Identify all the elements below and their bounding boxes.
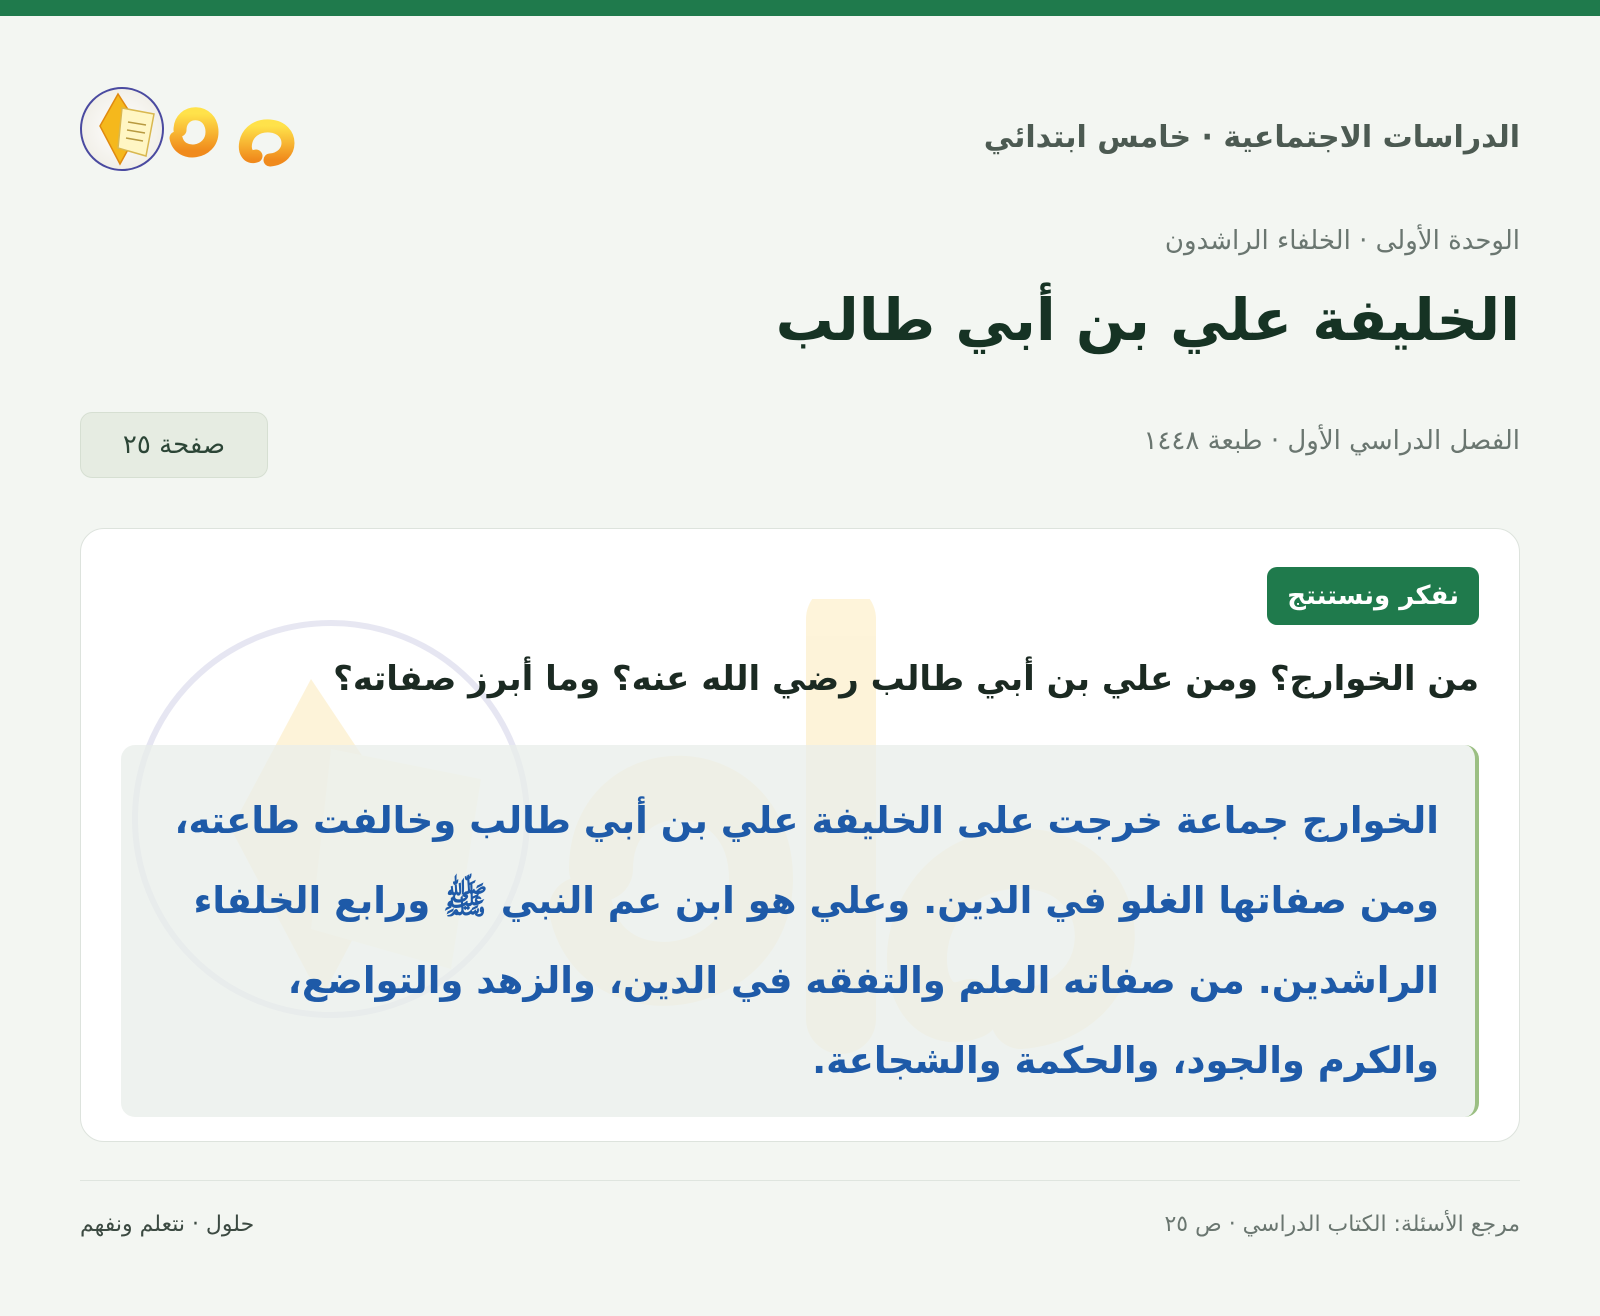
footer-brand: حلول · نتعلم ونفهم	[80, 1212, 255, 1237]
page-number-badge: صفحة ٢٥	[80, 412, 268, 478]
footer-divider	[80, 1180, 1520, 1181]
footer-reference: مرجع الأسئلة: الكتاب الدراسي · ص ٢٥	[1164, 1212, 1520, 1237]
hulul-logo[interactable]	[80, 68, 360, 188]
edition-info: الفصل الدراسي الأول · طبعة ١٤٤٨	[1143, 426, 1520, 456]
subject-label: الدراسات الاجتماعية · خامس ابتدائي	[983, 120, 1520, 155]
header	[80, 68, 1520, 188]
page	[80, 16, 1520, 1316]
top-accent-bar	[0, 0, 1600, 16]
answer-text: الخوارج جماعة خرجت على الخليفة علي بن أبي طالب وخالفت طاعته، ومن صفاتها الغلو في الدين. وعلي هو ابن عم النبي ﷺ ورابع الخلفاء الراشدين. من صفاته العلم والتفقه في الدين، والزهد والتواضع، والكرم والجود، والحكمة والشجاعة.	[174, 799, 1439, 1082]
page-title: الخليفة علي بن أبي طالب	[775, 286, 1520, 354]
question-card	[80, 528, 1520, 1142]
breadcrumb: الوحدة الأولى · الخلفاء الراشدون	[1164, 226, 1520, 256]
section-tag: نفكر ونستنتج	[1267, 567, 1479, 625]
logo-icon	[80, 68, 360, 188]
answer-box	[121, 745, 1479, 1117]
question-text: من الخوارج؟ ومن علي بن أبي طالب رضي الله عنه؟ وما أبرز صفاته؟	[333, 659, 1479, 699]
